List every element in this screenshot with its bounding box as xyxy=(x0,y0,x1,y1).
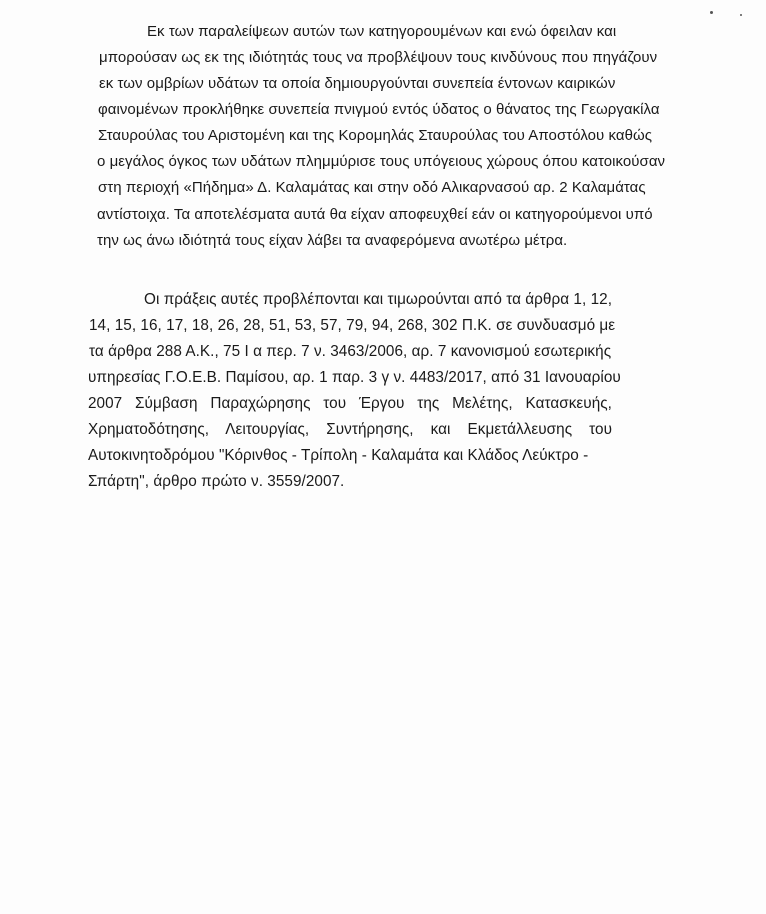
text-line: στη περιοχή «Πήδημα» Δ. Καλαμάτας και στην οδό Αλικαρνασού αρ. 2 Καλαμάτας xyxy=(98,179,646,196)
text-line: τα άρθρα 288 Α.Κ., 75 Ι α περ. 7 ν. 3463/2006, αρ. 7 κανονισμού εσωτερικής xyxy=(89,343,612,360)
text-line: υπηρεσίας Γ.Ο.Ε.Β. Παμίσου, αρ. 1 παρ. 3 γ ν. 4483/2017, από 31 Ιανουαρίου xyxy=(88,369,621,386)
text-line: μπορούσαν ως εκ της ιδιότητάς τους να προβλέψουν τους κινδύνους που πηγάζουν xyxy=(99,49,658,66)
text-line: Σπάρτη", άρθρο πρώτο ν. 3559/2007. xyxy=(88,473,345,490)
scan-speck xyxy=(740,14,742,16)
text-line: την ως άνω ιδιότητά τους είχαν λάβει τα αναφερόμενα ανωτέρω μέτρα. xyxy=(97,232,568,249)
text-line: αντίστοιχα. Τα αποτελέσματα αυτά θα είχαν αποφευχθεί εάν οι κατηγορούμενοι υπό xyxy=(97,206,653,223)
text-line: Οι πράξεις αυτές προβλέπονται και τιμωρούνται από τα άρθρα 1, 12, xyxy=(144,291,613,308)
scan-speck xyxy=(710,11,713,14)
text-line: εκ των ομβρίων υδάτων τα οποία δημιουργούνται συνεπεία έντονων καιρικών xyxy=(99,75,616,92)
text-line: Εκ των παραλείψεων αυτών των κατηγορουμένων και ενώ όφειλαν και xyxy=(147,23,617,40)
text-line: Σταυρούλας του Αριστομένη και της Κορομηλάς Σταυρούλας του Αποστόλου καθώς xyxy=(98,127,653,144)
text-line: 2007 Σύμβαση Παραχώρησης του Έργου της Μελέτης, Κατασκευής, xyxy=(88,395,612,412)
text-line: 14, 15, 16, 17, 18, 26, 28, 51, 53, 57, 79, 94, 268, 302 Π.Κ. σε συνδυασμό με xyxy=(89,317,616,334)
text-line: ο μεγάλος όγκος των υδάτων πλημμύρισε τους υπόγειους χώρους όπου κατοικούσαν xyxy=(97,153,666,170)
text-line: φαινομένων προκλήθηκε συνεπεία πνιγμού εντός ύδατος ο θάνατος της Γεωργακίλα xyxy=(98,101,660,118)
text-line: Αυτοκινητοδρόμου "Κόρινθος - Τρίπολη - Καλαμάτα και Κλάδος Λεύκτρο - xyxy=(88,447,589,464)
text-line: Χρηματοδότησης, Λειτουργίας, Συντήρησης, και Εκμετάλλευσης του xyxy=(88,421,612,438)
